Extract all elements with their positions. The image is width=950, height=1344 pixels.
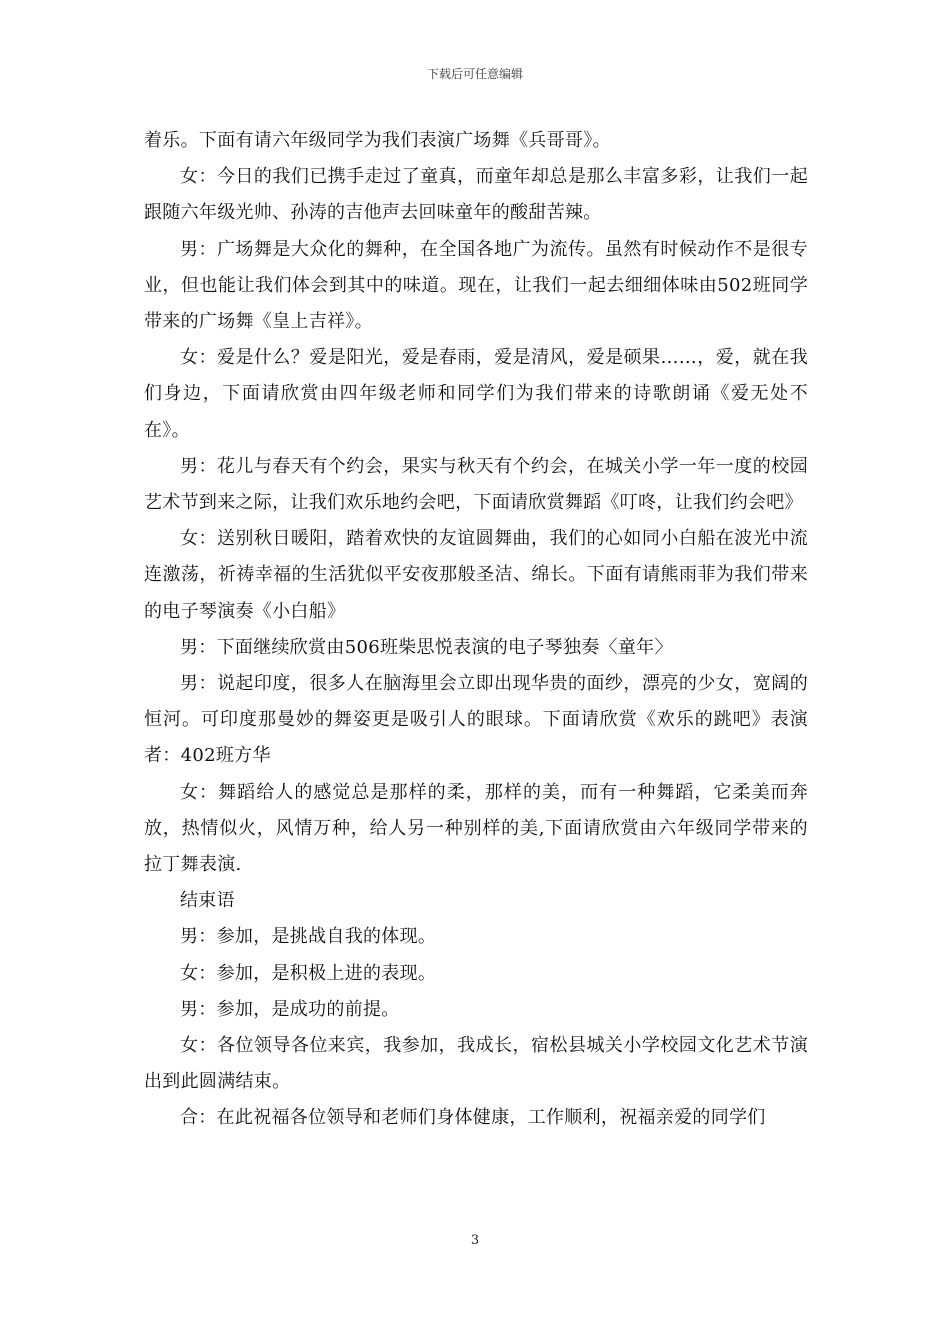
paragraph: 女：舞蹈给人的感觉总是那样的柔，那样的美，而有一种舞蹈，它柔美而奔放，热情似火，风情万种，给人另一种别样的美,下面请欣赏由六年级同学带来的拉丁舞表演.	[144, 781, 808, 876]
section-heading: 结束语	[180, 890, 235, 912]
paragraph: 女：各位领导各位来宾，我参加，我成长，宿松县城关小学校园文化艺术节演出到此圆满结束。	[144, 1035, 808, 1093]
page-header: 下载后可任意编辑	[426, 67, 523, 81]
paragraph: 男：下面继续欣赏由506班柴思悦表演的电子琴独奏〈童年〉	[180, 636, 673, 658]
paragraph: 着乐。下面有请六年级同学为我们表演广场舞《兵哥哥》。	[144, 130, 611, 151]
paragraph: 合：在此祝福各位领导和老师们身体健康，工作顺利，祝福亲爱的同学们	[180, 1107, 766, 1129]
paragraph: 男：参加，是挑战自我的体现。	[180, 926, 437, 948]
paragraph: 女：参加，是积极上进的表现。	[180, 962, 437, 984]
paragraph: 女：爱是什么？爱是阳光，爱是春雨，爱是清风，爱是硕果……，爱，就在我们身边，下面请欣赏由四年级老师和同学们为我们带来的诗歌朗诵《爱无处不在》。	[144, 347, 808, 441]
paragraph: 男：参加，是成功的前提。	[180, 998, 400, 1020]
paragraph: 女：今日的我们已携手走过了童真，而童年却总是那么丰富多彩，让我们一起跟随六年级光帅、孙涛的吉他声去回味童年的酸甜苦辣。	[144, 166, 808, 224]
document-body	[144, 123, 808, 1137]
paragraph: 男：广场舞是大众化的舞种，在全国各地广为流传。虽然有时候动作不是很专业，但也能让我们体会到其中的味道。现在，让我们一起去细细体味由502班同学带来的广场舞《皇上吉祥》。	[144, 238, 808, 333]
page-number: 3	[470, 1233, 480, 1248]
paragraph: 男：说起印度，很多人在脑海里会立即出现华贵的面纱，漂亮的少女，宽阔的恒河。可印度那曼妙的舞姿更是吸引人的眼球。下面请欣赏《欢乐的跳吧》表演者：402班方华	[144, 673, 808, 767]
paragraph: 女：送别秋日暖阳，踏着欢快的友谊圆舞曲，我们的心如同小白船在波光中流连激荡，祈祷幸福的生活犹似平安夜那般圣洁、绵长。下面有请熊雨菲为我们带来的电子琴演奏《小白船》	[144, 528, 808, 622]
paragraph: 男：花儿与春天有个约会，果实与秋天有个约会，在城关小学一年一度的校园艺术节到来之际，让我们欢乐地约会吧，下面请欣赏舞蹈《叮咚，让我们约会吧》	[144, 455, 808, 514]
